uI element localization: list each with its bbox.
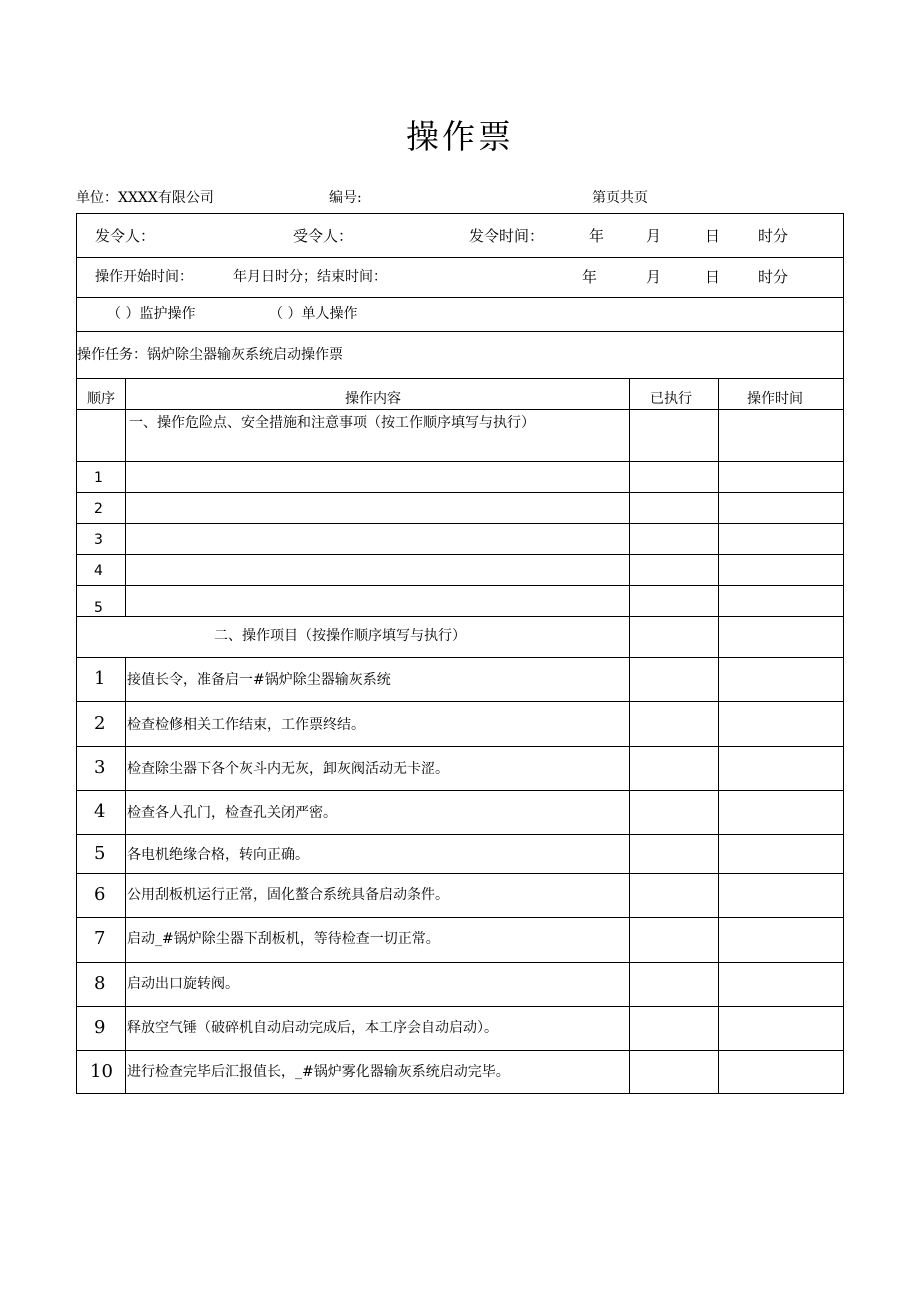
section-1-title: 一、操作危险点、安全措施和注意事项（按工作顺序填写与执行） [129,415,535,431]
section-2-title: 二、操作项目（按操作顺序填写与执行） [214,628,466,644]
start-end-time-label: 年月日时分；结束时间： [233,269,387,285]
row-divider [77,834,843,835]
step-text: 释放空气锤（破碎机自动启动完成后，本工序会自动启动）。 [127,1020,498,1036]
step-text: 检查检修相关工作结束，工作票终结。 [127,717,365,733]
issue-hour-min-label: 时分 [758,227,789,245]
step-text: 公用刮板机运行正常，固化螯合系统具备启动条件。 [127,887,449,903]
row-divider [77,297,843,298]
row-divider [77,616,843,617]
row-divider [77,917,843,918]
col-divider [125,657,126,1094]
row-divider [77,461,843,462]
row-divider [77,523,843,524]
col-divider [629,616,630,657]
row-divider [77,331,843,332]
step-text: 启动_#锅炉除尘器下刮板机，等待检查一切正常。 [127,931,440,947]
hazard-row-number: 1 [94,470,103,486]
step-number: 6 [94,884,106,905]
row-divider [77,554,843,555]
page-count-label: 第页共页 [592,190,648,206]
hazard-row-number: 4 [94,563,103,579]
row-divider [77,657,843,658]
issuer-label: 发令人： [95,227,156,245]
row-divider [77,873,843,874]
col-header-time: 操作时间 [747,391,803,407]
row-divider [77,492,843,493]
single-operation-option[interactable]: （ ）单人操作 [269,306,358,322]
supervised-operation-option[interactable]: （ ）监护操作 [107,306,196,322]
step-number: 4 [94,801,106,822]
step-number: 9 [94,1017,106,1038]
row-divider [77,1006,843,1007]
unit-label: 单位：XXXX有限公司 [76,190,214,206]
receiver-label: 受令人： [293,227,354,245]
step-number: 10 [90,1061,113,1082]
col-divider [629,657,630,1094]
col-header-seq: 顺序 [87,391,115,407]
step-text: 检查除尘器下各个灰斗内无灰，卸灰阀活动无卡涩。 [127,761,449,777]
step-text: 进行检查完毕后汇报值长，_#锅炉雾化器输灰系统启动完毕。 [127,1064,510,1080]
step-text: 启动出口旋转阀。 [127,976,239,992]
issue-time-label: 发令时间： [469,227,545,245]
step-number: 5 [94,843,106,864]
issue-month-label: 月 [646,227,662,245]
hazard-row-number: 5 [94,600,103,616]
task-label: 操作任务：锅炉除尘器输灰系统启动操作票 [77,347,343,363]
issue-year-label: 年 [589,227,605,245]
serial-label: 编号: [329,190,362,206]
row-divider [77,378,843,379]
end-hour-min-label: 时分 [758,268,789,286]
step-text: 检查各人孔门，检查孔关闭严密。 [127,805,337,821]
operation-ticket-table [76,213,844,1094]
step-text: 接值长令，准备启一#锅炉除尘器输灰系统 [127,672,391,688]
row-divider [77,746,843,747]
step-number: 7 [94,928,106,949]
row-divider [77,409,843,410]
step-text: 各电机绝缘合格，转向正确。 [127,847,309,863]
step-number: 3 [94,757,106,778]
row-divider [77,790,843,791]
row-divider [77,585,843,586]
end-year-label: 年 [582,268,598,286]
step-number: 8 [94,973,106,994]
step-number: 1 [94,668,106,689]
hazard-row-number: 2 [94,501,103,517]
hazard-row-number: 3 [94,532,103,548]
row-divider [77,701,843,702]
end-day-label: 日 [705,268,721,286]
row-divider [77,1050,843,1051]
col-divider [718,378,719,1094]
step-number: 2 [94,713,106,734]
page-title: 操作票 [406,117,514,156]
start-time-label: 操作开始时间： [95,269,193,285]
row-divider [77,962,843,963]
row-divider [77,257,843,258]
col-divider [125,378,126,461]
col-divider [629,378,630,616]
col-header-done: 已执行 [650,391,692,407]
col-divider [125,461,126,616]
end-month-label: 月 [646,268,662,286]
col-header-content: 操作内容 [345,391,401,407]
issue-day-label: 日 [705,227,721,245]
